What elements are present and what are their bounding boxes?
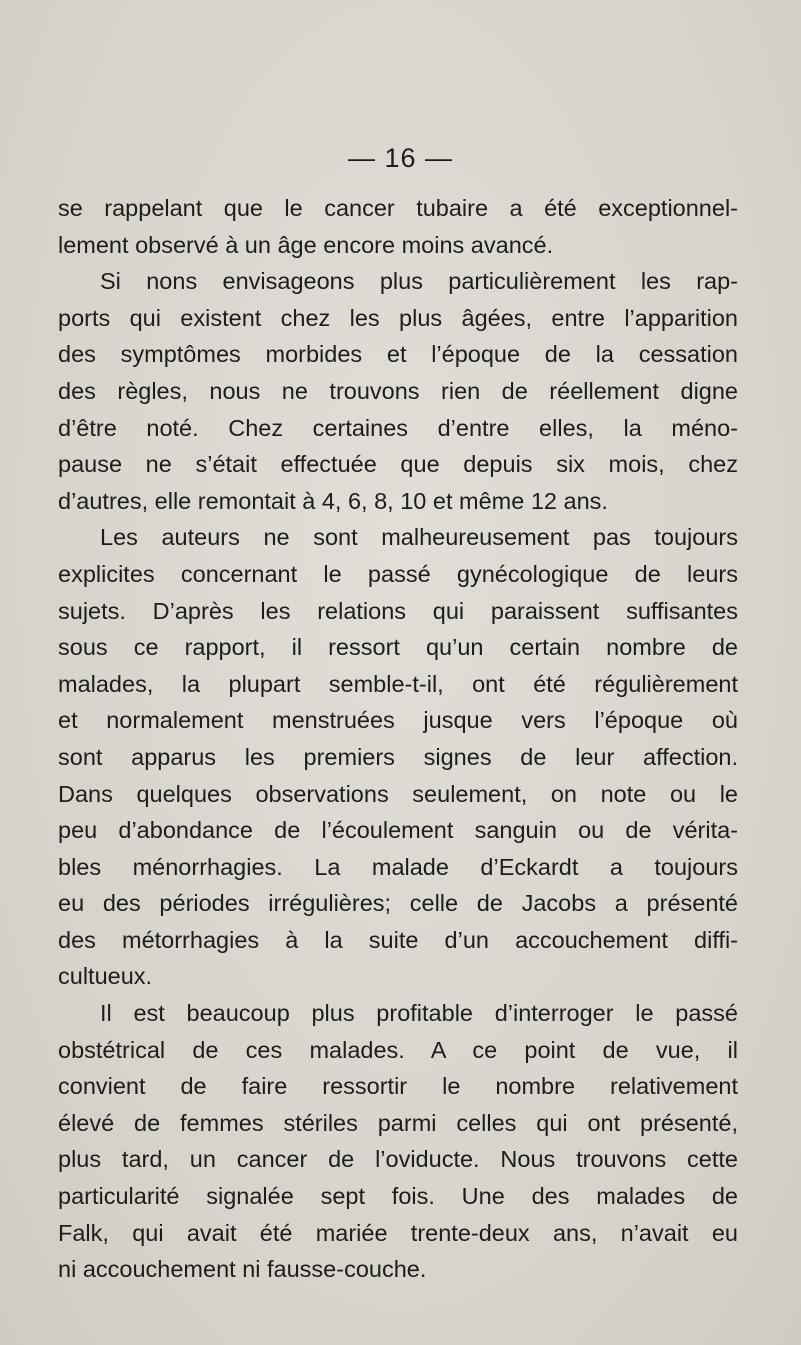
text-line: pause ne s’était effectuée que depuis six mois, chez bbox=[58, 451, 738, 478]
text-line: sujets. D’après les relations qui paraissent suffisantes bbox=[58, 597, 738, 624]
text-line: bles ménorrhagies. La malade d’Eckardt a toujours bbox=[58, 853, 738, 880]
text-line: obstétrical de ces malades. A ce point de vue, il bbox=[58, 1036, 738, 1063]
text-line: Si nons envisageons plus particulièrement les rap- bbox=[100, 268, 738, 295]
text-line: convient de faire ressortir le nombre relativement bbox=[58, 1073, 738, 1100]
text-line: des règles, nous ne trouvons rien de réellement digne bbox=[58, 377, 738, 404]
text-line: Falk, qui avait été mariée trente-deux ans, n’avait eu bbox=[58, 1219, 738, 1246]
text-line: peu d’abondance de l’écoulement sanguin ou de vérita- bbox=[58, 817, 738, 844]
text-line: Il est beaucoup plus profitable d’interroger le passé bbox=[100, 1000, 738, 1027]
page-number: — 16 — bbox=[347, 143, 454, 173]
text-line: des métorrhagies à la suite d’un accouchement diffi- bbox=[58, 926, 738, 953]
text-line: cultueux. bbox=[58, 963, 153, 990]
text-line: sont apparus les premiers signes de leur affection. bbox=[58, 743, 738, 770]
text-line: Les auteurs ne sont malheureusement pas toujours bbox=[100, 524, 738, 551]
text-line: explicites concernant le passé gynécologique de leurs bbox=[58, 560, 738, 587]
text-line: se rappelant que le cancer tubaire a été exceptionnel- bbox=[58, 195, 738, 221]
body-text bbox=[58, 190, 738, 1288]
text-line: ni accouchement ni fausse-couche. bbox=[58, 1256, 427, 1283]
text-line: ports qui existent chez les plus âgées, entre l’apparition bbox=[58, 304, 738, 331]
text-line: des symptômes morbides et l’époque de la cessation bbox=[58, 341, 738, 368]
text-line: d’être noté. Chez certaines d’entre elles, la méno- bbox=[58, 414, 738, 441]
text-line: élevé de femmes stériles parmi celles qui ont présenté, bbox=[58, 1109, 738, 1136]
text-line: particularité signalée sept fois. Une des malades de bbox=[58, 1183, 738, 1210]
text-line: malades, la plupart semble-t-il, ont été régulièrement bbox=[58, 670, 738, 697]
text-line: et normalement menstruées jusque vers l’époque où bbox=[58, 707, 738, 734]
text-line: plus tard, un cancer de l’oviducte. Nous trouvons cette bbox=[58, 1146, 738, 1173]
text-line: eu des périodes irrégulières; celle de Jacobs a présenté bbox=[58, 890, 738, 917]
text-line: sous ce rapport, il ressort qu’un certain nombre de bbox=[58, 634, 738, 661]
text-line: lement observé à un âge encore moins avancé. bbox=[58, 231, 554, 258]
text-line: Dans quelques observations seulement, on note ou le bbox=[58, 780, 738, 807]
text-line: d’autres, elle remontait à 4, 6, 8, 10 et même 12 ans. bbox=[58, 487, 608, 514]
